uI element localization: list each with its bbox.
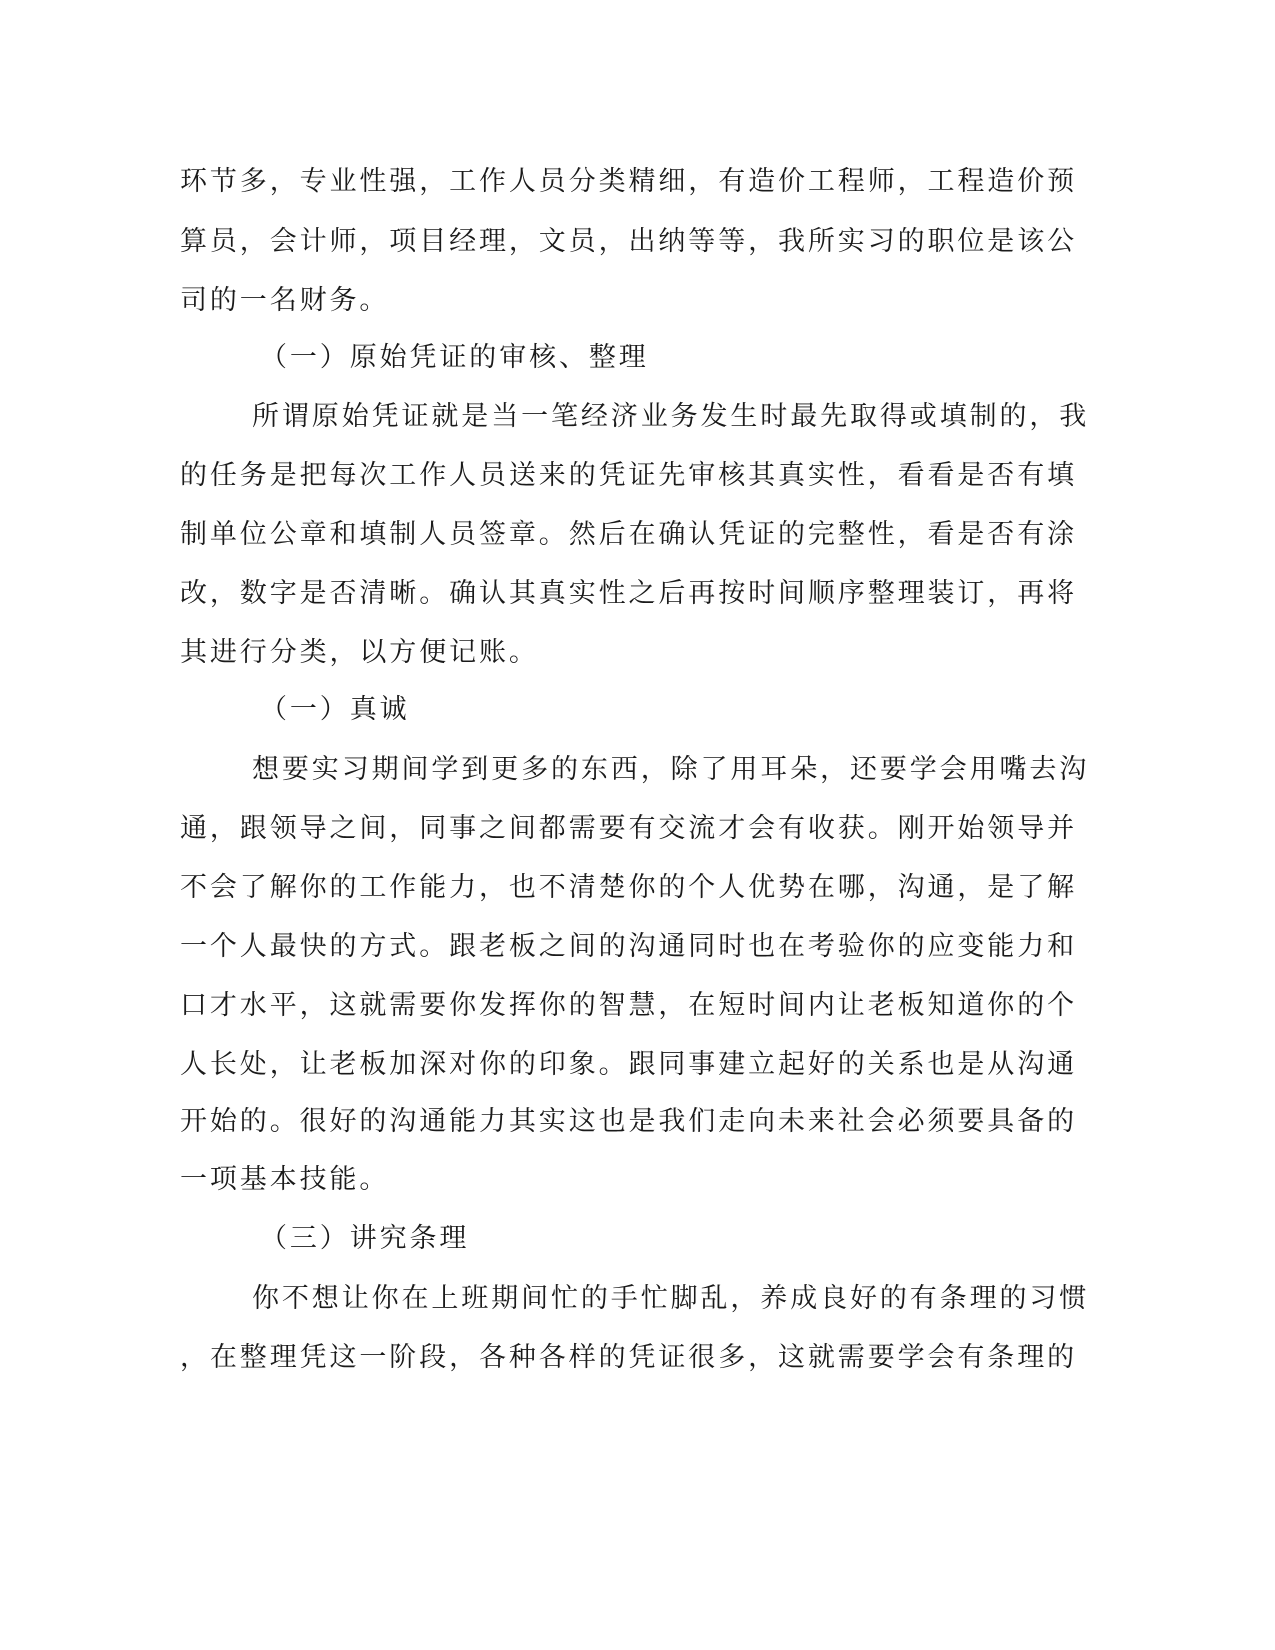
paragraph-line: 算员，会计师，项目经理，文员，出纳等等，我所实习的职位是该公 (180, 226, 1077, 257)
paragraph-line: 其进行分类，以方便记账。 (180, 637, 539, 668)
paragraph-line: 制单位公章和填制人员签章。然后在确认凭证的完整性，看是否有涂 (180, 519, 1077, 550)
paragraph-line: 你不想让你在上班期间忙的手忙脚乱，养成良好的有条理的习惯 (252, 1283, 1090, 1314)
paragraph-line: ，在整理凭这一阶段，各种各样的凭证很多，这就需要学会有条理的 (180, 1342, 1077, 1373)
paragraph-line: 口才水平，这就需要你发挥你的智慧，在短时间内让老板知道你的个 (180, 990, 1077, 1021)
paragraph-line: 所谓原始凭证就是当一笔经济业务发生时最先取得或填制的，我 (252, 401, 1090, 432)
paragraph-line: 不会了解你的工作能力，也不清楚你的个人优势在哪，沟通，是了解 (180, 872, 1077, 903)
paragraph-line: 开始的。很好的沟通能力其实这也是我们走向未来社会必须要具备的 (180, 1106, 1077, 1137)
paragraph-line: 改，数字是否清晰。确认其真实性之后再按时间顺序整理装订，再将 (180, 578, 1077, 609)
paragraph-line: 人长处，让老板加深对你的印象。跟同事建立起好的关系也是从沟通 (180, 1049, 1077, 1080)
paragraph-line: 通，跟领导之间，同事之间都需要有交流才会有收获。刚开始领导并 (180, 813, 1077, 844)
paragraph-line: 一项基本技能。 (180, 1164, 390, 1195)
section-heading: （一）原始凭证的审核、整理 (260, 342, 649, 373)
paragraph-line: 的任务是把每次工作人员送来的凭证先审核其真实性，看看是否有填 (180, 460, 1077, 491)
paragraph-line: 司的一名财务。 (180, 285, 390, 316)
paragraph-line: 一个人最快的方式。跟老板之间的沟通同时也在考验你的应变能力和 (180, 931, 1077, 962)
section-heading: （一）真诚 (260, 694, 410, 725)
paragraph-line: 环节多，专业性强，工作人员分类精细，有造价工程师，工程造价预 (180, 166, 1077, 197)
paragraph-line: 想要实习期间学到更多的东西，除了用耳朵，还要学会用嘴去沟 (252, 754, 1090, 785)
section-heading: （三）讲究条理 (260, 1223, 470, 1254)
